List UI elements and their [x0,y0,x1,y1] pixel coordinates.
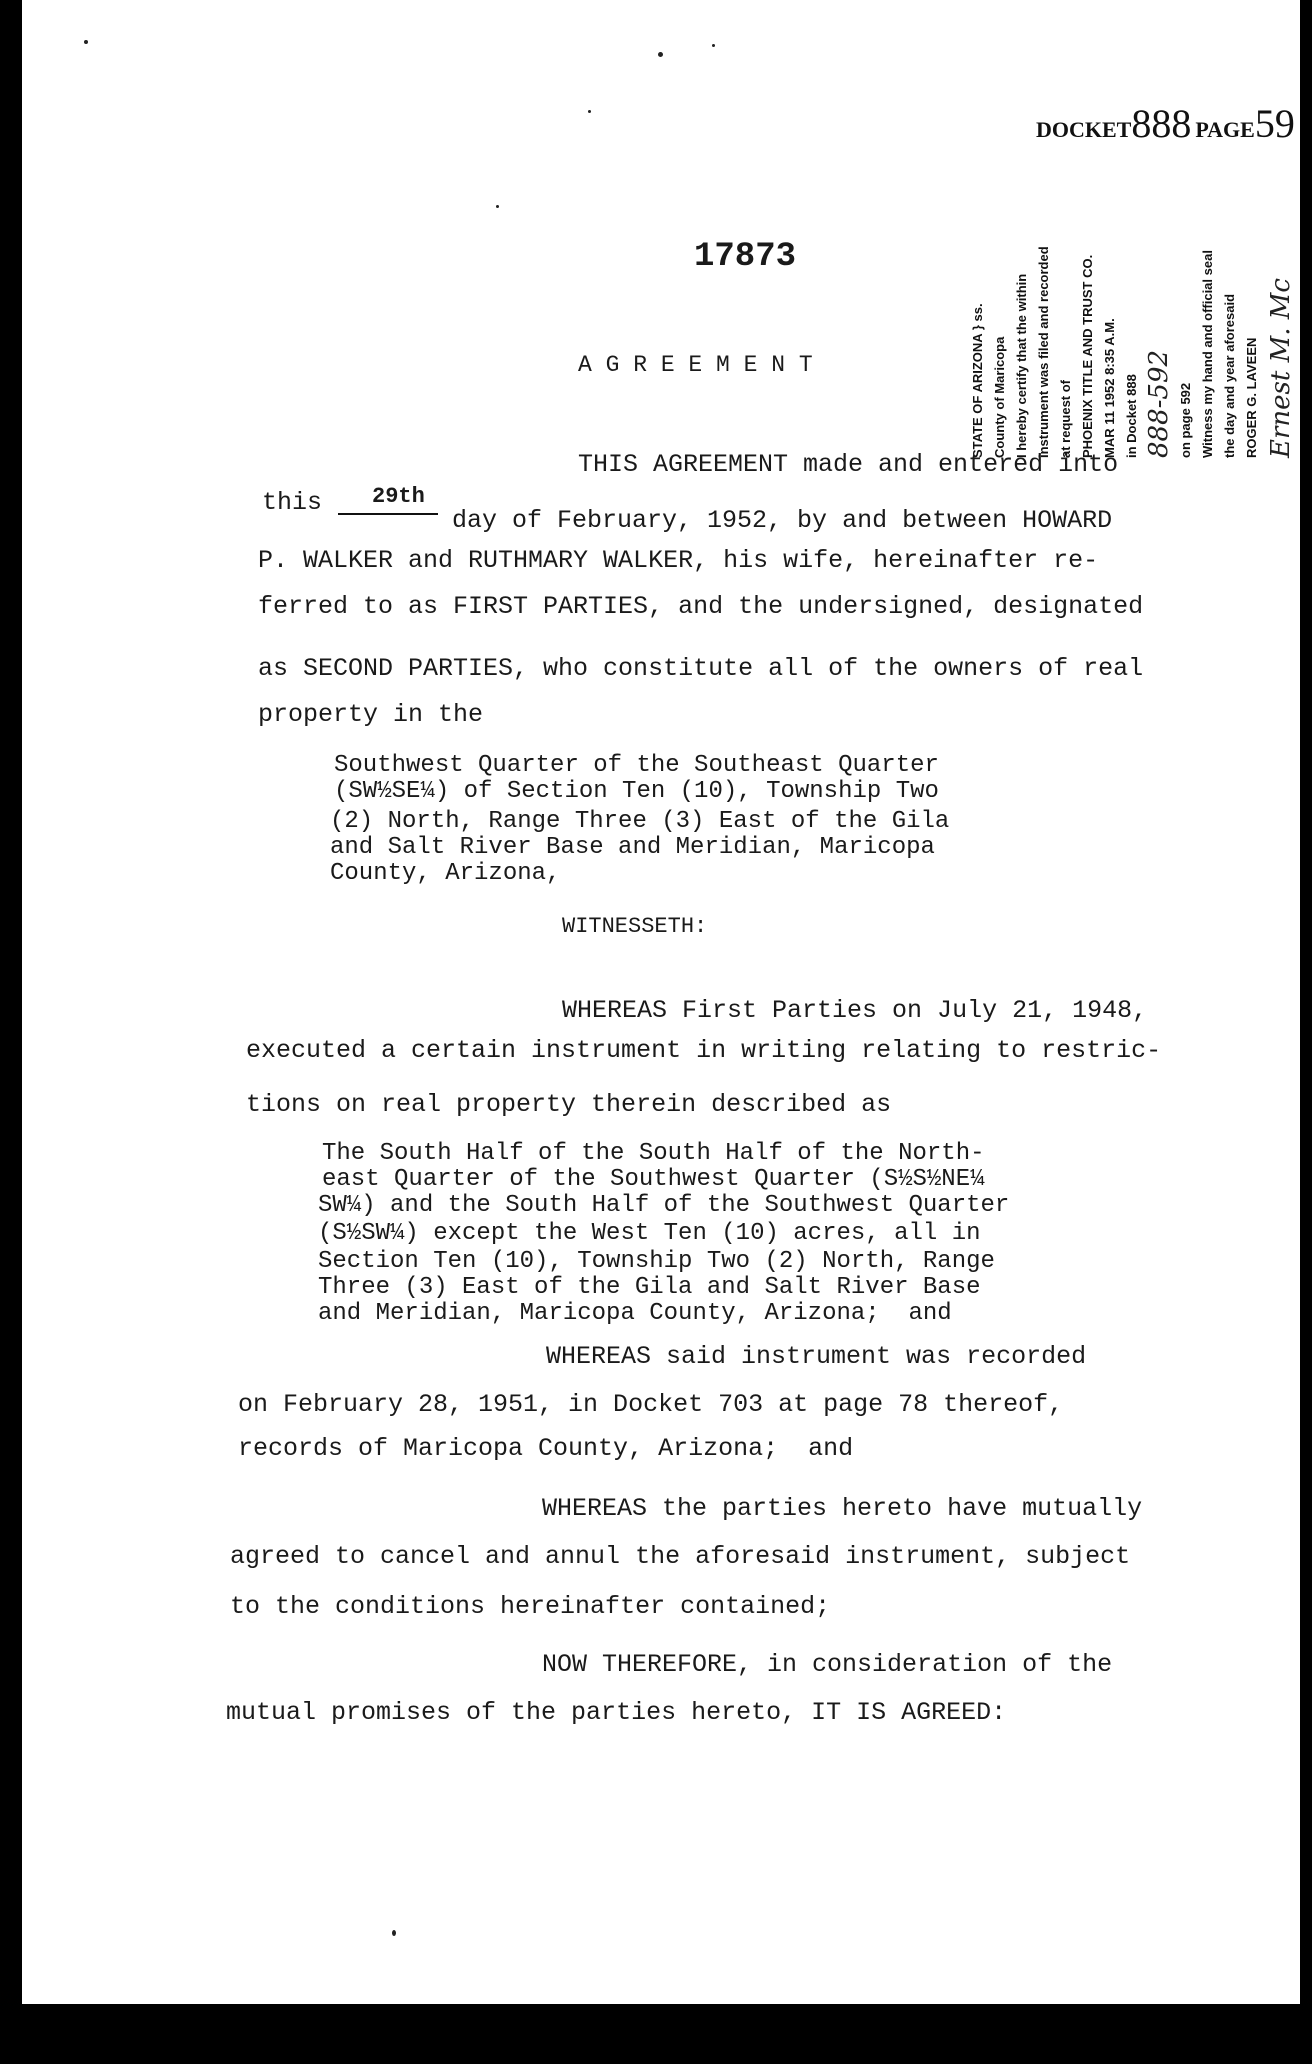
stamp-page: on page 592 [1178,382,1193,458]
whereas-line: records of Maricopa County, Arizona; and [238,1434,854,1463]
page-label: PAGE [1195,117,1255,142]
intro-line: ferred to as FIRST PARTIES, and the undersigned, designated [258,592,1144,621]
described-line: Three (3) East of the Gila and Salt River Base [318,1274,981,1301]
described-line: and Meridian, Maricopa County, Arizona; and [318,1300,952,1327]
now-therefore-line: NOW THEREFORE, in consideration of the [542,1650,1113,1679]
intro-line: as SECOND PARTIES, who constitute all of the owners of real [258,654,1144,683]
scan-border-left [0,0,22,2064]
described-line: SW¼) and the South Half of the Southwest Quarter [318,1192,1010,1219]
intro-line: P. WALKER and RUTHMARY WALKER, his wife, hereinafter re- [258,546,1099,575]
scan-speck [658,52,663,57]
whereas-line: WHEREAS the parties hereto have mutually [542,1494,1143,1523]
intro-line: THIS AGREEMENT made and entered into [578,450,1119,479]
stamp-date: MAR 11 1952 8:35 A.M. [1102,318,1117,458]
property-line: Southwest Quarter of the Southeast Quarter [334,752,939,779]
filled-day: 29th [372,484,425,509]
whereas-line: to the conditions hereinafter contained; [230,1592,831,1621]
scan-speck [392,1930,396,1936]
stamp-filed: instrument was filed and recorded [1036,246,1051,458]
intro-line: property in the [258,700,484,729]
stamp-recorder: ROGER G. LAVEEN [1244,337,1259,458]
property-line: (2) North, Range Three (3) East of the Gila [330,808,950,835]
document-number: 17873 [694,238,797,276]
intro-line: this [262,488,323,517]
scan-speck [84,40,88,44]
whereas-line: on February 28, 1951, in Docket 703 at page 78 thereof, [238,1390,1064,1419]
stamp-certify: I hereby certify that the within [1014,273,1029,458]
stamp-request: at request of [1058,379,1073,458]
whereas-line: WHEREAS First Parties on July 21, 1948, [562,996,1148,1025]
whereas-line: agreed to cancel and annul the aforesaid instrument, subject [230,1542,1131,1571]
described-line: The South Half of the South Half of the North- [322,1140,985,1167]
described-line: (S½SW¼) except the West Ten (10) acres, all in [318,1220,981,1247]
scan-speck [588,110,591,113]
property-line: (SW½SE¼) of Section Ten (10), Township Two [334,778,939,805]
intro-line: day of February, 1952, by and between HOWARD [452,506,1113,535]
whereas-line: executed a certain instrument in writing relating to restric- [246,1036,1162,1065]
stamp-aforesaid: the day and year aforesaid [1222,293,1237,458]
document-title: A G R E E M E N T [578,352,813,378]
stamp-company: PHOENIX TITLE AND TRUST CO. [1080,254,1095,458]
scan-speck [712,44,715,47]
stamp-docket: in Docket 888 [1124,374,1139,458]
property-line: and Salt River Base and Meridian, Maricopa [330,834,935,861]
witnesseth-heading: WITNESSETH: [562,914,708,939]
docket-label: DOCKET [1036,117,1132,142]
stamp-witness: Witness my hand and official seal [1200,250,1215,458]
whereas-line: tions on real property therein described as [246,1090,892,1119]
scan-border-bottom [0,2004,1312,2064]
described-line: Section Ten (10), Township Two (2) North, Range [318,1248,995,1275]
property-line: County, Arizona, [330,860,561,887]
page-number: 59 [1254,101,1295,146]
whereas-line: WHEREAS said instrument was recorded [546,1342,1087,1371]
stamp-county: County of Maricopa [992,336,1007,458]
day-blank-line [338,513,438,515]
described-line: east Quarter of the Southwest Quarter (S½S½NE¼ [322,1166,985,1193]
stamp-state: STATE OF ARIZONA } ss. [970,303,985,458]
docket-number: 888 [1131,101,1192,146]
recording-stamp [968,128,1308,458]
scan-speck [496,205,499,208]
recorder-signature: Ernest M. Mc [1266,278,1296,458]
handwritten-docket-page: 888-592 [1144,349,1174,458]
now-therefore-line: mutual promises of the parties hereto, IT IS AGREED: [226,1698,1007,1727]
